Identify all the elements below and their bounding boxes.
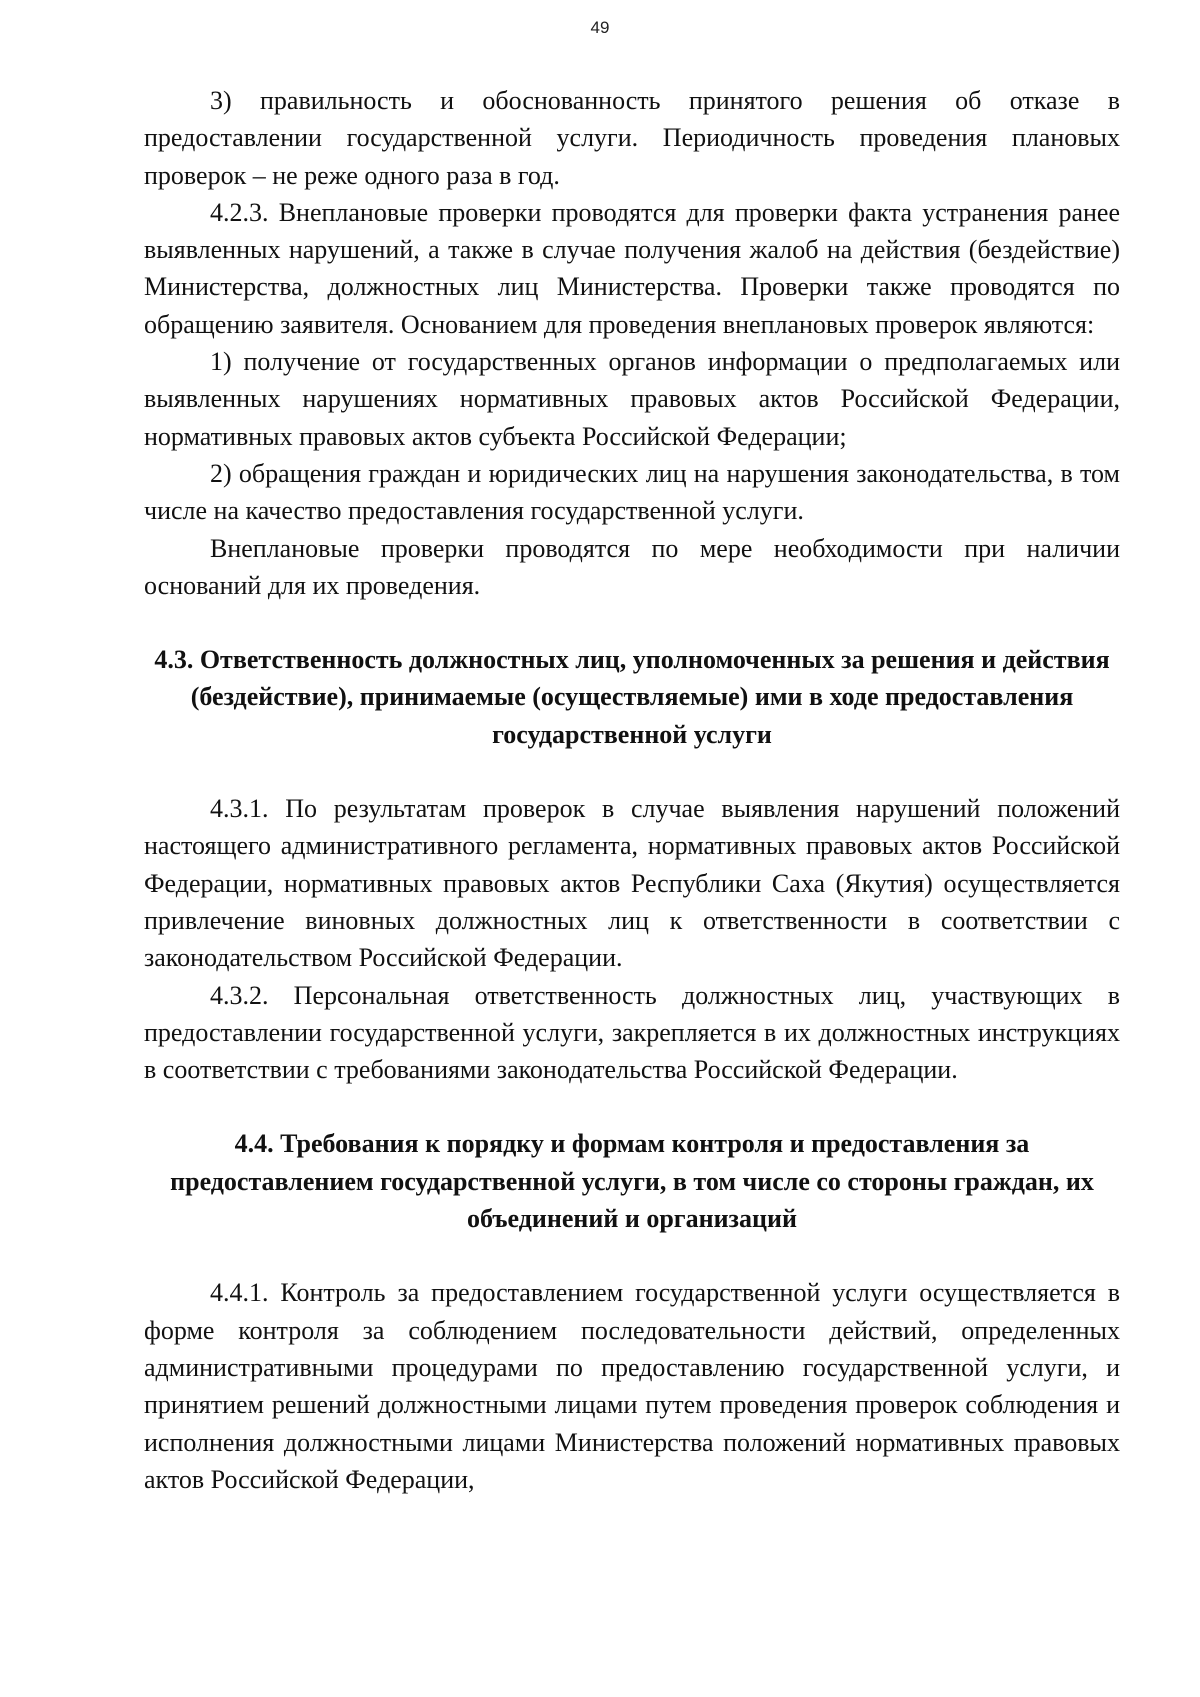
paragraph-ground-1: 1) получение от государственных органов информации о предполагаемых или выявленных нарушениях нормативных правовых актов Российской Федерации, нормативных правовых актов субъекта Российской Федерации; bbox=[144, 347, 1120, 451]
paragraph-ground-2: 2) обращения граждан и юридических лиц на нарушения законодательства, в том числе на качество предоставления государственной услуги. bbox=[144, 458, 1120, 526]
paragraph-4-2-3: 4.2.3. Внеплановые проверки проводятся для проверки факта устранения ранее выявленных нарушений, а также в случае получения жалоб на действия (бездействие) Министерства, должностных лиц Министерства. Проверки также проводятся по обращению заявителя. Основанием для проведения внеплановых проверок являются: bbox=[144, 197, 1120, 339]
paragraph-4-3-1: 4.3.1. По результатам проверок в случае выявления нарушений положений настоящего административного регламента, нормативных правовых актов Российской Федерации, нормативных правовых актов Республики Саха (Якутия) осуществляется привлечение виновных должностных лиц к ответственности в соответствии с законодательством Российской Федерации. bbox=[144, 794, 1120, 973]
paragraph-4-3-2: 4.3.2. Персональная ответственность должностных лиц, участвующих в предоставлении государственной услуги, закрепляется в их должностных инструкциях в соответствии с требованиями законодательства Российской Федерации. bbox=[144, 980, 1120, 1085]
section-heading-4-3: 4.3. Ответственность должностных лиц, уполномоченных за решения и действия (бездействие), принимаемые (осуществляемые) ими в ходе предоставления государственной услуги bbox=[154, 645, 1110, 749]
page-number: 49 bbox=[590, 18, 610, 37]
paragraph-4-4-1: 4.4.1. Контроль за предоставлением государственной услуги осуществляется в форме контроля за соблюдением последовательности действий, определенных административными процедурами по предоставлению государственной услуги, и принятием решений должностными лицами путем проведения проверок соблюдения и исполнения должностными лицами Министерства положений нормативных правовых актов Российской Федерации, bbox=[144, 1278, 1120, 1494]
paragraph-unscheduled-checks: Внеплановые проверки проводятся по мере необходимости при наличии оснований для их проведения. bbox=[144, 533, 1120, 600]
paragraph-3-correctness: 3) правильность и обоснованность принятого решения об отказе в предоставлении государственной услуги. Периодичность проведения плановых проверок – не реже одного раза в год. bbox=[144, 86, 1120, 190]
section-heading-4-4: 4.4. Требования к порядку и формам контроля и предоставления за предоставлением государственной услуги, в том числе со стороны граждан, их объединений и организаций bbox=[170, 1129, 1094, 1234]
document-body bbox=[144, 82, 1120, 1498]
